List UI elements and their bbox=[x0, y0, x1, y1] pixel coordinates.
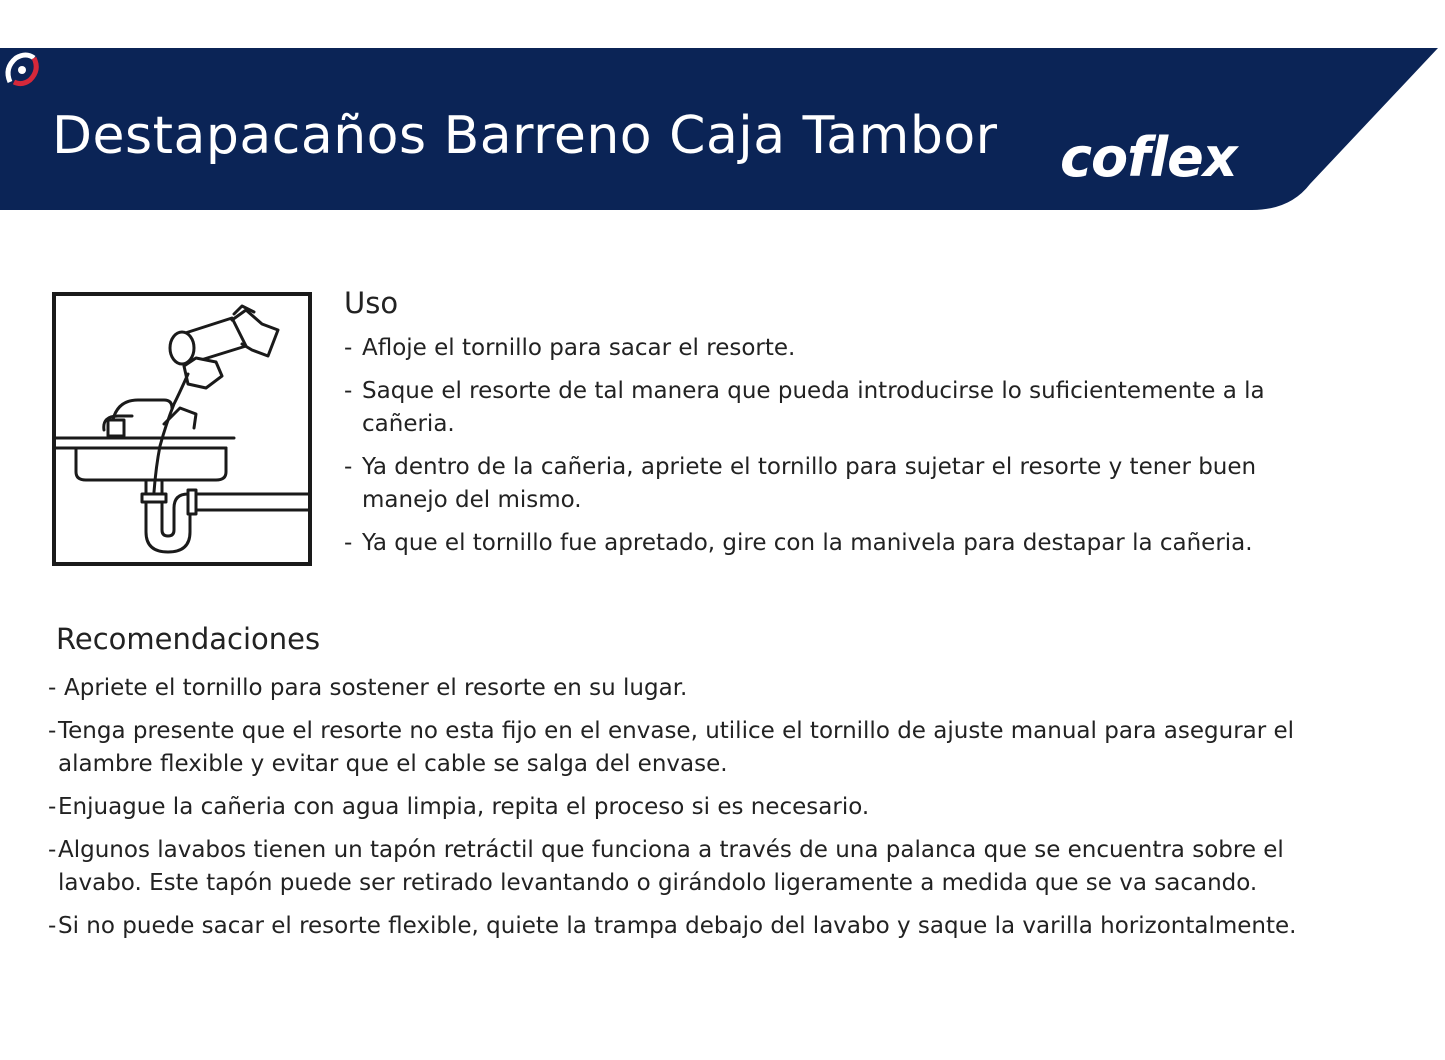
list-item-text: Enjuague la cañeria con agua limpia, repita el proceso si es necesario. bbox=[58, 794, 870, 820]
list-item-text: Ya que el tornillo fue apretado, gire con la manivela para destapar la cañeria. bbox=[362, 530, 1253, 556]
list-item: - Afloje el tornillo para sacar el resorte. bbox=[344, 332, 1344, 365]
list-item-text: Saque el resorte de tal manera que pueda introducirse lo suficientemente a la cañeria. bbox=[362, 378, 1265, 437]
list-item-text: Algunos lavabos tienen un tapón retráctil que funciona a través de una palanca que se encuentra sobre el lavabo. Este tapón puede ser retirado levantando o girándolo ligeramente a medida que se va sacando. bbox=[58, 837, 1284, 896]
list-item: - Tenga presente que el resorte no esta fijo en el envase, utilice el tornillo de ajuste manual para asegurar el alambre flexible y evitar que el cable se salga del envase. bbox=[48, 715, 1318, 781]
recomendaciones-list bbox=[48, 672, 1318, 953]
list-item-text: Apriete el tornillo para sostener el resorte en su lugar. bbox=[64, 675, 688, 701]
page-title: Destapacaños Barreno Caja Tambor bbox=[52, 106, 998, 166]
uso-heading: Uso bbox=[344, 286, 399, 320]
list-item-text: Tenga presente que el resorte no esta fijo en el envase, utilice el tornillo de ajuste manual para asegurar el alambre flexible y evitar que el cable se salga del envase. bbox=[58, 718, 1295, 777]
brand-logo-text: coflex bbox=[1060, 126, 1237, 189]
list-item: - Enjuague la cañeria con agua limpia, repita el proceso si es necesario. bbox=[48, 791, 1318, 824]
list-item-text: Ya dentro de la cañeria, apriete el tornillo para sujetar el resorte y tener buen manejo del mismo. bbox=[362, 454, 1257, 513]
coflex-logo-mark-icon bbox=[0, 48, 44, 96]
sink-drain-auger-icon bbox=[56, 296, 308, 562]
recomendaciones-heading: Recomendaciones bbox=[56, 622, 321, 656]
list-item: - Apriete el tornillo para sostener el resorte en su lugar. bbox=[48, 672, 1318, 705]
list-item: - Ya dentro de la cañeria, apriete el tornillo para sujetar el resorte y tener buen manejo del mismo. bbox=[344, 451, 1344, 517]
list-item: - Si no puede sacar el resorte flexible, quiete la trampa debajo del lavabo y saque la varilla horizontalmente. bbox=[48, 910, 1318, 943]
list-item: - Saque el resorte de tal manera que pueda introducirse lo suficientemente a la cañeria. bbox=[344, 375, 1344, 441]
header-banner bbox=[0, 48, 1445, 210]
list-item: - Ya que el tornillo fue apretado, gire con la manivela para destapar la cañeria. bbox=[344, 527, 1344, 560]
sink-drain-auger-illustration bbox=[52, 292, 312, 566]
list-item-text: Si no puede sacar el resorte flexible, quiete la trampa debajo del lavabo y saque la varilla horizontalmente. bbox=[58, 913, 1297, 939]
list-item: - Algunos lavabos tienen un tapón retráctil que funciona a través de una palanca que se encuentra sobre el lavabo. Este tapón puede ser retirado levantando o girándolo ligeramente a medida que se va sacando. bbox=[48, 834, 1318, 900]
list-item-text: Afloje el tornillo para sacar el resorte. bbox=[362, 335, 796, 361]
uso-list bbox=[344, 332, 1344, 570]
